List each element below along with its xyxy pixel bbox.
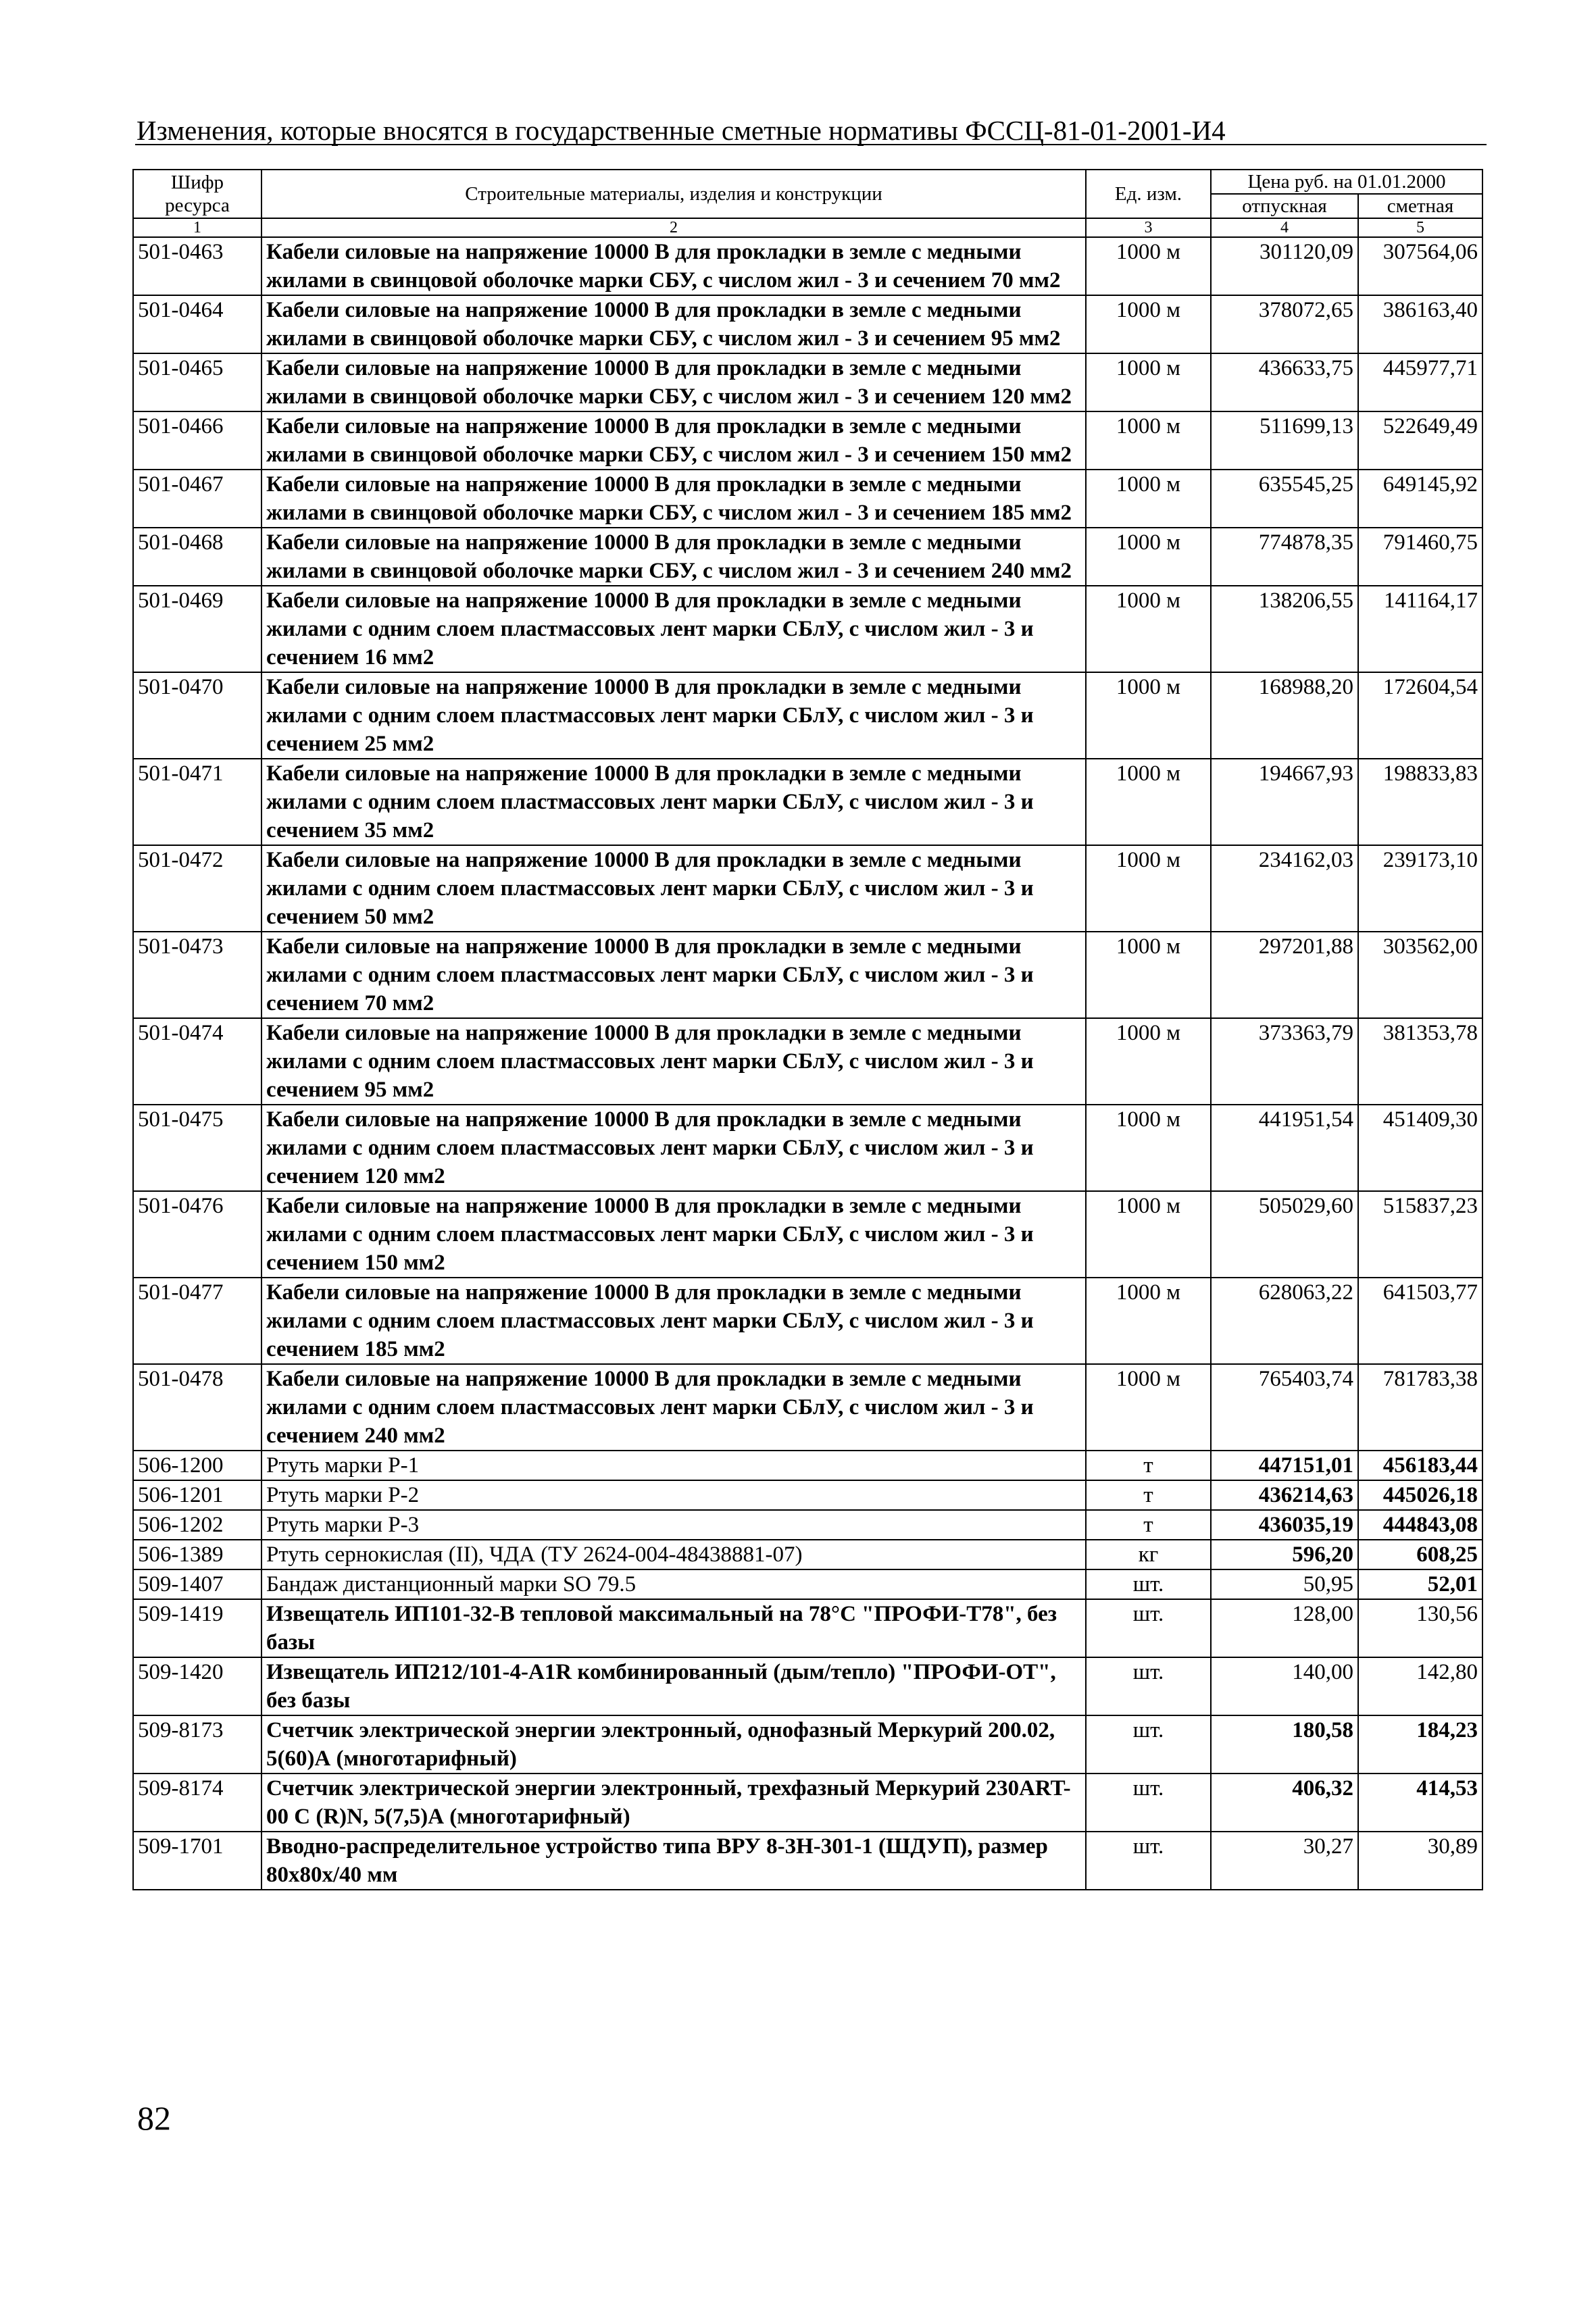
header-unit: Ед. изм. — [1086, 170, 1211, 218]
table-row — [133, 1832, 1482, 1890]
cell-unit: 1000 м — [1086, 470, 1211, 528]
cell-estimate-price: 386163,40 — [1358, 295, 1482, 353]
cell-estimate-price: 456183,44 — [1358, 1451, 1482, 1480]
materials-table — [132, 169, 1483, 1890]
table-row — [133, 932, 1482, 1018]
table-row — [133, 759, 1482, 845]
cell-name: Кабели силовые на напряжение 10000 В для прокладки в земле с медными жилами в свинцовой оболочке марки СБУ, с числом жил - 3 и сечением 240 мм2 — [261, 528, 1086, 586]
cell-name: Извещатель ИП101-32-В тепловой максимальный на 78°С "ПРОФИ-Т78", без базы — [261, 1599, 1086, 1657]
cell-name: Кабели силовые на напряжение 10000 В для прокладки в земле с медными жилами с одним слоем пластмассовых лент марки СБлУ, с числом жил - 3 и сечением 150 мм2 — [261, 1191, 1086, 1278]
cell-unit: шт. — [1086, 1599, 1211, 1657]
cell-unit: 1000 м — [1086, 1278, 1211, 1364]
cell-unit: шт. — [1086, 1715, 1211, 1774]
cell-code: 506-1200 — [133, 1451, 261, 1480]
table-row — [133, 1569, 1482, 1599]
cell-estimate-price: 515837,23 — [1358, 1191, 1482, 1278]
cell-unit: кг — [1086, 1540, 1211, 1569]
cell-name: Кабели силовые на напряжение 10000 В для прокладки в земле с медными жилами в свинцовой оболочке марки СБУ, с числом жил - 3 и сечением 120 мм2 — [261, 353, 1086, 411]
cell-unit: 1000 м — [1086, 295, 1211, 353]
cell-name: Счетчик электрической энергии электронный, трехфазный Меркурий 230ART-00 С (R)N, 5(7,5)А (многотарифный) — [261, 1774, 1086, 1832]
cell-name: Бандаж дистанционный марки SO 79.5 — [261, 1569, 1086, 1599]
cell-unit: 1000 м — [1086, 528, 1211, 586]
cell-unit: 1000 м — [1086, 672, 1211, 759]
cell-estimate-price: 445977,71 — [1358, 353, 1482, 411]
header-code: Шифр ресурса — [133, 170, 261, 218]
cell-code: 501-0477 — [133, 1278, 261, 1364]
cell-code: 501-0463 — [133, 237, 261, 295]
table-row — [133, 1105, 1482, 1191]
cell-estimate-price: 303562,00 — [1358, 932, 1482, 1018]
cell-name: Кабели силовые на напряжение 10000 В для прокладки в земле с медными жилами с одним слоем пластмассовых лент марки СБлУ, с числом жил - 3 и сечением 95 мм2 — [261, 1018, 1086, 1105]
cell-estimate-price: 608,25 — [1358, 1540, 1482, 1569]
cell-code: 501-0472 — [133, 845, 261, 932]
cell-name: Кабели силовые на напряжение 10000 В для прокладки в земле с медными жилами в свинцовой оболочке марки СБУ, с числом жил - 3 и сечением 150 мм2 — [261, 411, 1086, 470]
cell-release-price: 765403,74 — [1211, 1364, 1358, 1451]
cell-release-price: 436633,75 — [1211, 353, 1358, 411]
cell-release-price: 628063,22 — [1211, 1278, 1358, 1364]
cell-code: 501-0478 — [133, 1364, 261, 1451]
table-row — [133, 295, 1482, 353]
cell-estimate-price: 239173,10 — [1358, 845, 1482, 932]
cell-code: 501-0467 — [133, 470, 261, 528]
cell-estimate-price: 649145,92 — [1358, 470, 1482, 528]
header-estimate: сметная — [1358, 194, 1482, 218]
col-number: 3 — [1086, 218, 1211, 237]
table-row — [133, 845, 1482, 932]
cell-code: 501-0470 — [133, 672, 261, 759]
cell-release-price: 635545,25 — [1211, 470, 1358, 528]
table-row — [133, 1480, 1482, 1510]
cell-estimate-price: 198833,83 — [1358, 759, 1482, 845]
cell-release-price: 441951,54 — [1211, 1105, 1358, 1191]
cell-release-price: 378072,65 — [1211, 295, 1358, 353]
table-row — [133, 1657, 1482, 1715]
table-row — [133, 411, 1482, 470]
cell-release-price: 406,32 — [1211, 1774, 1358, 1832]
table-row — [133, 1191, 1482, 1278]
table-row — [133, 470, 1482, 528]
table-row — [133, 1451, 1482, 1480]
cell-estimate-price: 172604,54 — [1358, 672, 1482, 759]
cell-release-price: 128,00 — [1211, 1599, 1358, 1657]
table-row — [133, 1018, 1482, 1105]
cell-code: 506-1202 — [133, 1510, 261, 1540]
cell-code: 509-1407 — [133, 1569, 261, 1599]
cell-estimate-price: 522649,49 — [1358, 411, 1482, 470]
cell-release-price: 168988,20 — [1211, 672, 1358, 759]
cell-estimate-price: 781783,38 — [1358, 1364, 1482, 1451]
cell-name: Ртуть марки Р-1 — [261, 1451, 1086, 1480]
cell-name: Кабели силовые на напряжение 10000 В для прокладки в земле с медными жилами в свинцовой оболочке марки СБУ, с числом жил - 3 и сечением 70 мм2 — [261, 237, 1086, 295]
cell-release-price: 50,95 — [1211, 1569, 1358, 1599]
table-row — [133, 528, 1482, 586]
cell-release-price: 774878,35 — [1211, 528, 1358, 586]
cell-name: Кабели силовые на напряжение 10000 В для прокладки в земле с медными жилами с одним слоем пластмассовых лент марки СБлУ, с числом жил - 3 и сечением 50 мм2 — [261, 845, 1086, 932]
table-row — [133, 1364, 1482, 1451]
cell-estimate-price: 141164,17 — [1358, 586, 1482, 672]
cell-release-price: 194667,93 — [1211, 759, 1358, 845]
cell-name: Кабели силовые на напряжение 10000 В для прокладки в земле с медными жилами в свинцовой оболочке марки СБУ, с числом жил - 3 и сечением 95 мм2 — [261, 295, 1086, 353]
cell-estimate-price: 184,23 — [1358, 1715, 1482, 1774]
cell-estimate-price: 307564,06 — [1358, 237, 1482, 295]
table-row — [133, 237, 1482, 295]
cell-estimate-price: 451409,30 — [1358, 1105, 1482, 1191]
cell-name: Счетчик электрической энергии электронный, однофазный Меркурий 200.02, 5(60)А (многотарифный) — [261, 1715, 1086, 1774]
cell-unit: шт. — [1086, 1774, 1211, 1832]
cell-unit: 1000 м — [1086, 1105, 1211, 1191]
cell-code: 509-8173 — [133, 1715, 261, 1774]
cell-estimate-price: 445026,18 — [1358, 1480, 1482, 1510]
table-row — [133, 1510, 1482, 1540]
cell-unit: 1000 м — [1086, 759, 1211, 845]
cell-unit: 1000 м — [1086, 1364, 1211, 1451]
cell-name: Кабели силовые на напряжение 10000 В для прокладки в земле с медными жилами с одним слоем пластмассовых лент марки СБлУ, с числом жил - 3 и сечением 240 мм2 — [261, 1364, 1086, 1451]
cell-release-price: 180,58 — [1211, 1715, 1358, 1774]
cell-release-price: 447151,01 — [1211, 1451, 1358, 1480]
page-header: Изменения, которые вносятся в государственные сметные нормативы ФССЦ-81-01-2001-И4 — [136, 115, 1226, 146]
cell-release-price: 234162,03 — [1211, 845, 1358, 932]
cell-name: Ртуть сернокислая (II), ЧДА (ТУ 2624-004-48438881-07) — [261, 1540, 1086, 1569]
cell-estimate-price: 444843,08 — [1358, 1510, 1482, 1540]
table-row — [133, 1278, 1482, 1364]
cell-unit: т — [1086, 1480, 1211, 1510]
col-number: 2 — [261, 218, 1086, 237]
cell-release-price: 511699,13 — [1211, 411, 1358, 470]
cell-estimate-price: 381353,78 — [1358, 1018, 1482, 1105]
cell-unit: т — [1086, 1510, 1211, 1540]
cell-code: 501-0468 — [133, 528, 261, 586]
cell-release-price: 30,27 — [1211, 1832, 1358, 1890]
cell-code: 509-8174 — [133, 1774, 261, 1832]
cell-name: Ртуть марки Р-3 — [261, 1510, 1086, 1540]
cell-code: 506-1201 — [133, 1480, 261, 1510]
table-row — [133, 672, 1482, 759]
table-row — [133, 1599, 1482, 1657]
cell-name: Извещатель ИП212/101-4-А1R комбинированный (дым/тепло) "ПРОФИ-ОТ", без базы — [261, 1657, 1086, 1715]
cell-code: 501-0474 — [133, 1018, 261, 1105]
cell-unit: 1000 м — [1086, 353, 1211, 411]
cell-unit: 1000 м — [1086, 411, 1211, 470]
col-number: 4 — [1211, 218, 1358, 237]
cell-name: Кабели силовые на напряжение 10000 В для прокладки в земле с медными жилами с одним слоем пластмассовых лент марки СБлУ, с числом жил - 3 и сечением 35 мм2 — [261, 759, 1086, 845]
cell-release-price: 297201,88 — [1211, 932, 1358, 1018]
cell-release-price: 301120,09 — [1211, 237, 1358, 295]
cell-release-price: 373363,79 — [1211, 1018, 1358, 1105]
table-row — [133, 1540, 1482, 1569]
cell-release-price: 436035,19 — [1211, 1510, 1358, 1540]
cell-code: 501-0464 — [133, 295, 261, 353]
cell-name: Кабели силовые на напряжение 10000 В для прокладки в земле с медными жилами в свинцовой оболочке марки СБУ, с числом жил - 3 и сечением 185 мм2 — [261, 470, 1086, 528]
cell-name: Кабели силовые на напряжение 10000 В для прокладки в земле с медными жилами с одним слоем пластмассовых лент марки СБлУ, с числом жил - 3 и сечением 120 мм2 — [261, 1105, 1086, 1191]
cell-code: 506-1389 — [133, 1540, 261, 1569]
cell-release-price: 138206,55 — [1211, 586, 1358, 672]
cell-unit: 1000 м — [1086, 586, 1211, 672]
page-number: 82 — [137, 2099, 171, 2137]
col-number: 5 — [1358, 218, 1482, 237]
cell-estimate-price: 142,80 — [1358, 1657, 1482, 1715]
cell-unit: 1000 м — [1086, 1018, 1211, 1105]
cell-unit: 1000 м — [1086, 932, 1211, 1018]
cell-estimate-price: 130,56 — [1358, 1599, 1482, 1657]
cell-code: 509-1701 — [133, 1832, 261, 1890]
cell-code: 501-0476 — [133, 1191, 261, 1278]
cell-estimate-price: 641503,77 — [1358, 1278, 1482, 1364]
cell-unit: шт. — [1086, 1569, 1211, 1599]
table-row — [133, 1774, 1482, 1832]
table-row — [133, 353, 1482, 411]
table-row — [133, 586, 1482, 672]
cell-name: Вводно-распределительное устройство типа ВРУ 8-3Н-301-1 (ШДУП), размер 80х80х/40 мм — [261, 1832, 1086, 1890]
cell-code: 501-0475 — [133, 1105, 261, 1191]
cell-name: Кабели силовые на напряжение 10000 В для прокладки в земле с медными жилами с одним слоем пластмассовых лент марки СБлУ, с числом жил - 3 и сечением 185 мм2 — [261, 1278, 1086, 1364]
cell-estimate-price: 414,53 — [1358, 1774, 1482, 1832]
cell-code: 501-0471 — [133, 759, 261, 845]
table-row — [133, 1715, 1482, 1774]
cell-release-price: 140,00 — [1211, 1657, 1358, 1715]
cell-name: Кабели силовые на напряжение 10000 В для прокладки в земле с медными жилами с одним слоем пластмассовых лент марки СБлУ, с числом жил - 3 и сечением 16 мм2 — [261, 586, 1086, 672]
cell-release-price: 436214,63 — [1211, 1480, 1358, 1510]
cell-estimate-price: 52,01 — [1358, 1569, 1482, 1599]
cell-code: 501-0473 — [133, 932, 261, 1018]
cell-code: 509-1419 — [133, 1599, 261, 1657]
header-price-group: Цена руб. на 01.01.2000 — [1211, 170, 1482, 194]
cell-unit: шт. — [1086, 1832, 1211, 1890]
cell-code: 501-0469 — [133, 586, 261, 672]
header-release: отпускная — [1211, 194, 1358, 218]
header-name: Строительные материалы, изделия и конструкции — [261, 170, 1086, 218]
cell-unit: шт. — [1086, 1657, 1211, 1715]
cell-name: Кабели силовые на напряжение 10000 В для прокладки в земле с медными жилами с одним слоем пластмассовых лент марки СБлУ, с числом жил - 3 и сечением 70 мм2 — [261, 932, 1086, 1018]
cell-release-price: 596,20 — [1211, 1540, 1358, 1569]
col-number: 1 — [133, 218, 261, 237]
cell-code: 501-0466 — [133, 411, 261, 470]
cell-release-price: 505029,60 — [1211, 1191, 1358, 1278]
cell-name: Ртуть марки Р-2 — [261, 1480, 1086, 1510]
cell-unit: 1000 м — [1086, 845, 1211, 932]
cell-name: Кабели силовые на напряжение 10000 В для прокладки в земле с медными жилами с одним слоем пластмассовых лент марки СБлУ, с числом жил - 3 и сечением 25 мм2 — [261, 672, 1086, 759]
cell-unit: 1000 м — [1086, 1191, 1211, 1278]
cell-estimate-price: 30,89 — [1358, 1832, 1482, 1890]
cell-code: 509-1420 — [133, 1657, 261, 1715]
cell-code: 501-0465 — [133, 353, 261, 411]
cell-estimate-price: 791460,75 — [1358, 528, 1482, 586]
cell-unit: т — [1086, 1451, 1211, 1480]
cell-unit: 1000 м — [1086, 237, 1211, 295]
header-rule — [135, 144, 1487, 145]
